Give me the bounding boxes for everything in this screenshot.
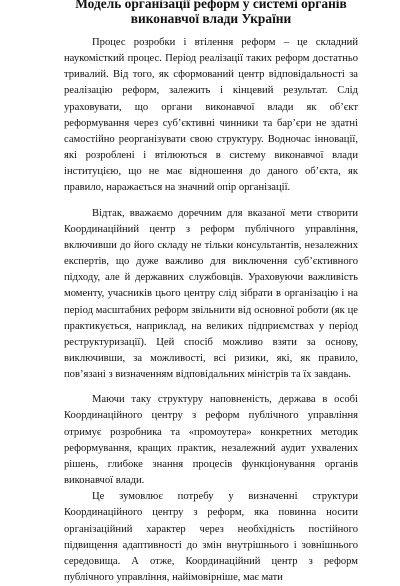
title-line-2: виконавчої влади України [130, 11, 292, 26]
title-line-1: Модель організації реформ у системі органів [75, 0, 347, 11]
paragraph-2: Відтак, вважаємо доречним для вказаної мети створити Координаційний центр з реформ публічного управління, включивши до його складу не тільки консультантів, незалежних експертів, що дуже важливо для виключення суб’єктивного підходу, але й державних службовців. Ураховуючи важливість моменту, учасників цього центру слід зібрати в організацію і на період масштабних реформ звільнити від основної роботи (як це практикується, наприклад, на великих підприємствах у період реструктуризації). Цей спосіб можливо взяти за основу, виключивши, за можливості, всі ризики, які, як правило, пов’язані з визначенням відповідальних міністрів та їх завдань. [64, 207, 358, 381]
paragraph-1: Процес розробки і втілення реформ – це складний наукомісткий процес. Період реалізації таких реформ достатньо тривалий. Від того, як сформований центр відповідальності за реалізацію реформ, залежить і кінцевий результат. Слід ураховувати, що органи виконавчої влади як об’єкт реформування через суб’єктивні чинники та бар’єри не здатні самостійно реорганізувати свою структуру. Водночас інновації, які розроблені і втілюються в систему виконавчої влади інституцією, що не має відношення до даного об’єкта, як правило, наражається на значний опір організації. [64, 37, 358, 194]
paragraph-3: Маючи таку структуру наповненість, держава в особі Координаційного центру з реформ публічного управління отримує розробника та «промоутера» конкретних методик реформування, кращих практик, незалежний аудит ухвалених рішень, глибоке знання процесів функціонування органів виконавчої влади. [64, 394, 358, 487]
paragraph-4: Це зумовлює потребу у визначенні структури Координаційного центру з реформ, яка повинна носити організаційний характер через необхідність постійного підвищення адаптивності до змін внутрішнього і зовнішнього середовища. А отже, Координаційний центр з реформ публічного управління, найімовірніше, має мати [64, 491, 358, 583]
document-title [64, 0, 358, 26]
